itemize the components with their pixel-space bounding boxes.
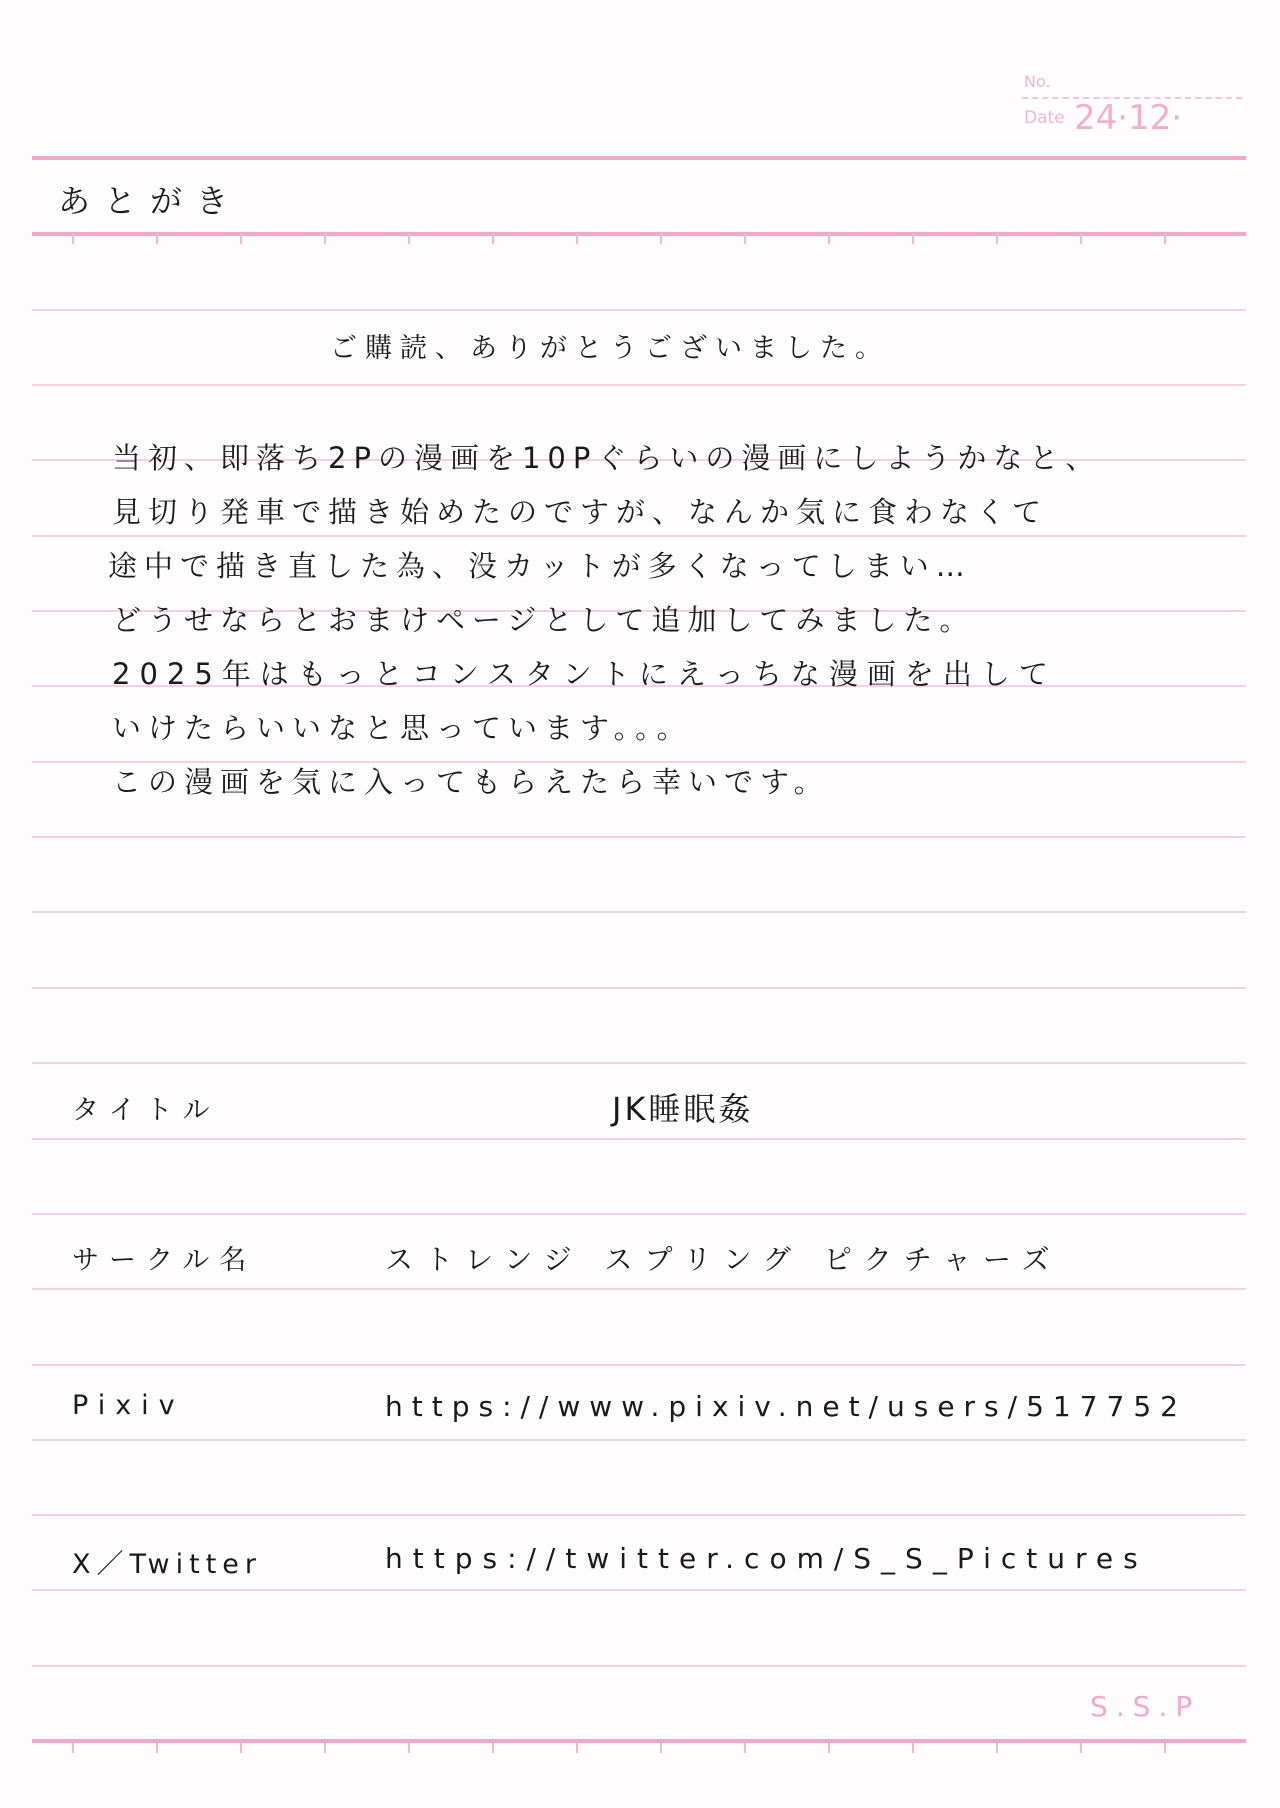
rule <box>32 836 1246 838</box>
rule <box>32 1589 1246 1591</box>
thanks-line: ご購読、ありがとうございました。 <box>330 333 890 364</box>
circle-label: サークル名 <box>72 1245 257 1276</box>
rule <box>32 1062 1246 1064</box>
twitter-url[interactable]: https://twitter.com/S_S_Pictures <box>385 1542 1148 1575</box>
rule <box>32 1364 1246 1366</box>
title-value: JK睡眠姦 <box>612 1090 754 1128</box>
top-rule <box>32 156 1246 160</box>
date-label: Date <box>1024 108 1065 128</box>
rule <box>32 1138 1246 1140</box>
signature: S.S.P <box>1090 1690 1201 1723</box>
ruler-ticks <box>32 1743 1246 1753</box>
date-value: 24·12· <box>1074 98 1183 138</box>
rule <box>32 1213 1246 1215</box>
pixiv-url[interactable]: https://www.pixiv.net/users/517752 <box>385 1390 1187 1423</box>
rule <box>32 384 1246 386</box>
body-line: 見切り発車で描き始めたのですが、なんか気に食わなくて <box>112 495 1049 529</box>
rule <box>32 1439 1246 1441</box>
body-line: 途中で描き直した為、没カットが多くなってしまい… <box>108 549 972 583</box>
body-line: 2025年はもっとコンスタントにえっちな漫画を出して <box>112 657 1057 691</box>
heading: あとがき <box>58 182 243 220</box>
body-line: 当初、即落ち2Pの漫画を10Pぐらいの漫画にしようかなと、 <box>112 441 1102 475</box>
rule <box>32 309 1246 311</box>
rule <box>32 1514 1246 1516</box>
no-label: No. <box>1024 72 1051 91</box>
rule <box>32 535 1246 537</box>
body-line: この漫画を気に入ってもらえたら幸いです。 <box>112 765 830 799</box>
pixiv-label: Pixiv <box>72 1390 185 1421</box>
rule <box>32 1288 1246 1290</box>
rule <box>32 911 1246 913</box>
ruler-ticks <box>32 234 1246 244</box>
body-line: いけたらいいなと思っています。。。 <box>112 711 693 745</box>
rule <box>32 987 1246 989</box>
twitter-label: X／Twitter <box>72 1549 262 1580</box>
title-label: タイトル <box>72 1095 220 1126</box>
rule <box>32 1665 1246 1667</box>
circle-value: ストレンジ スプリング ピクチャーズ <box>385 1243 1062 1276</box>
body-line: どうせならとおまけページとして追加してみました。 <box>112 603 976 637</box>
